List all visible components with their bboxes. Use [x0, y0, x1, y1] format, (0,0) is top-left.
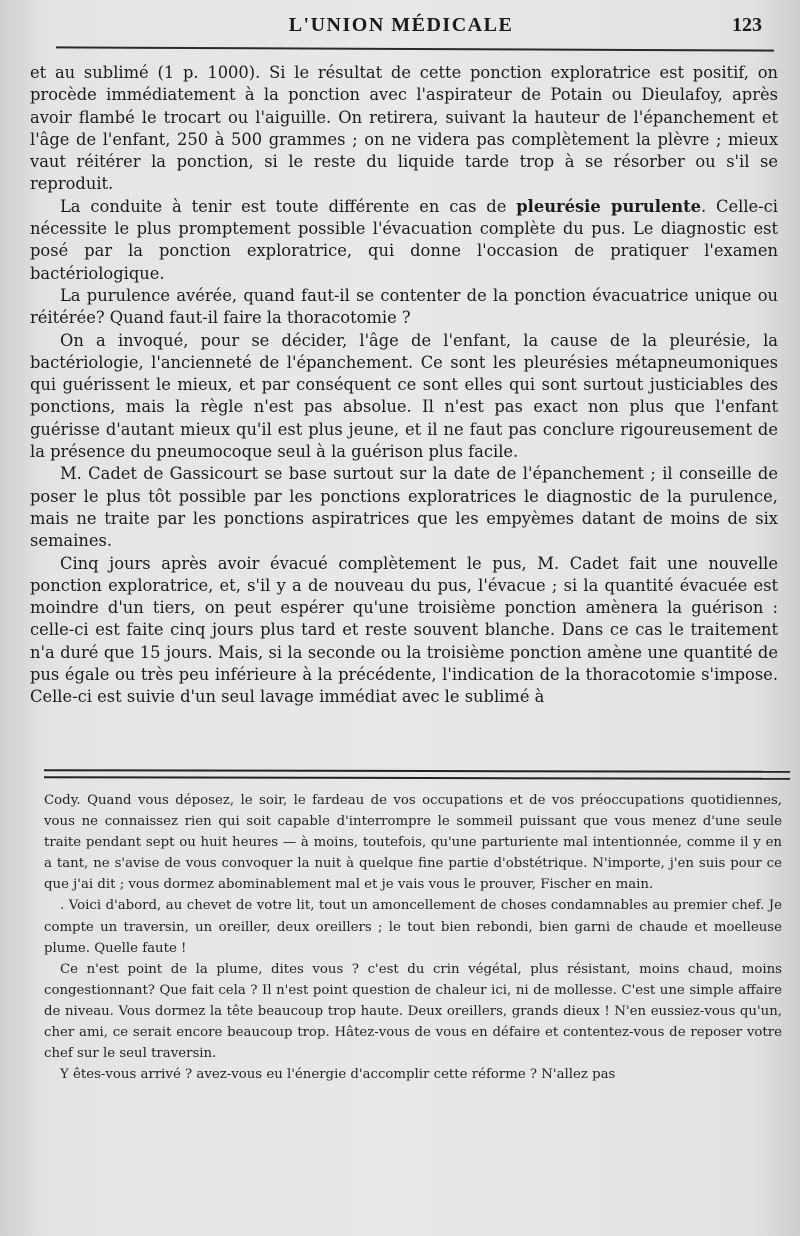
journal-title: L'UNION MÉDICALE — [288, 14, 514, 36]
paragraph-cadet: M. Cadet de Gassicourt se base surtout sur la date de l'épanchement ; il conseille de poser le plus tôt possible par les ponctions exploratrices le diagnostic de la purulence, mais ne traite par les ponctions aspiratrices que les empyèmes datant de moins de six semaines. — [30, 464, 778, 551]
main-text — [30, 62, 778, 709]
feuilleton-separator — [44, 769, 790, 780]
paragraph-continuation: et au sublimé (1 p. 1000). Si le résultat de cette ponction exploratrice est positif, on procède immédiatement à la ponction avec l'aspirateur de Potain ou Dieulafoy, après avoir flambé le trocart ou l'aiguille. On retirera, suivant la hauteur de l'épanchement et l'âge de l'enfant, 250 à 500 grammes ; on ne videra pas complètement la plèvre ; mieux vaut réitérer la ponction, si le reste du liquide tarde trop à se résorber ou s'il se reproduit. — [30, 63, 778, 194]
paragraph-question: La purulence avérée, quand faut-il se contenter de la ponction évacuatrice unique ou réitérée? Quand faut-il faire la thoracotomie ? — [30, 285, 778, 328]
feuilleton-paragraph: Cody. Quand vous déposez, le soir, le fardeau de vos occupations et de vos préoccupations quotidiennes, vous ne connaissez rien qui soit capable d'interrompre le sommeil puissant que vous menez d'une seule traite pendant sept ou huit heures — à moins, toutefois, qu'une parturiente mal intentionnée, comme il y en a tant, ne s'avise de vous convoquer la nuit à quelque fine partie d'obstétrique. N'importe, j'en suis pour ce que j'ai dit ; vous dormez abominablement mal et je vais vous le prouver, Fischer en main. — [44, 793, 782, 893]
bold-term: pleurésie purulente — [516, 196, 701, 216]
feuilleton-paragraph: . Voici d'abord, au chevet de votre lit, tout un amoncellement de choses condamnables au premier chef. Je compte un traversin, un oreiller, deux oreillers ; le tout bien rebondi, bien garni de chaude et moelleuse plume. Quelle faute ! — [44, 898, 782, 956]
text-run: . Celle-ci nécessite le plus promptement possible l'évacuation complète du pus. Le diagnostic est posé par la ponction exploratrice, qui donne l'occasion de pratiquer l'examen bactériologique. — [30, 196, 778, 283]
page-number: 123 — [732, 14, 762, 36]
text-run: La conduite à tenir est toute différente en cas de — [60, 196, 517, 216]
feuilleton-paragraph: Y êtes-vous arrivé ? avez-vous eu l'énergie d'accomplir cette réforme ? N'allez pas — [60, 1067, 616, 1083]
header-rule — [56, 46, 774, 51]
paragraph-procedure: Cinq jours après avoir évacué complètement le pus, M. Cadet fait une nouvelle ponction exploratrice, et, s'il y a de nouveau du pus, l'évacue ; si la quantité évacuée est moindre d'un tiers, on peut espérer qu'une troisième ponction amènera la guérison : celle-ci est faite cinq jours plus tard et reste souvent blanche. Dans ce cas le traitement n'a duré que 15 jours. Mais, si la seconde ou la troisième ponction amène une quantité de pus égale ou très peu inférieure à la précédente, l'indication de la thoracotomie s'impose. Celle-ci est suivie d'un seul lavage immédiat avec le sublimé à — [30, 553, 778, 707]
feuilleton-text — [44, 790, 782, 1085]
paragraph-purulent — [30, 196, 778, 285]
running-head — [40, 12, 762, 42]
paragraph-criteria: On a invoqué, pour se décider, l'âge de l'enfant, la cause de la pleurésie, la bactériologie, l'ancienneté de l'épanchement. Ce sont les pleurésies métapneumoniques qui guérissent le mieux, et par conséquent ce sont elles qui sont surtout justiciables des ponctions, mais la règle n'est pas absolue. Il n'est pas exact non plus que l'enfant guérisse d'autant mieux qu'il est plus jeune, et il ne faut pas conclure rigoureusement de la présence du pneumocoque seul à la guérison plus facile. — [30, 330, 778, 462]
feuilleton-paragraph: Ce n'est point de la plume, dites vous ? c'est du crin végétal, plus résistant, moins chaud, moins congestionnant? Que fait cela ? Il n'est point question de chaleur ici, ni de mollesse. C'est une simple affaire de niveau. Vous dormez la tête beaucoup trop haute. Deux oreillers, grands dieux ! N'en eussiez-vous qu'un, cher ami, ce serait encore beaucoup trop. Hâtez-vous de vous en défaire et contentez-vous de reposer votre chef sur le seul traversin. — [44, 961, 782, 1062]
